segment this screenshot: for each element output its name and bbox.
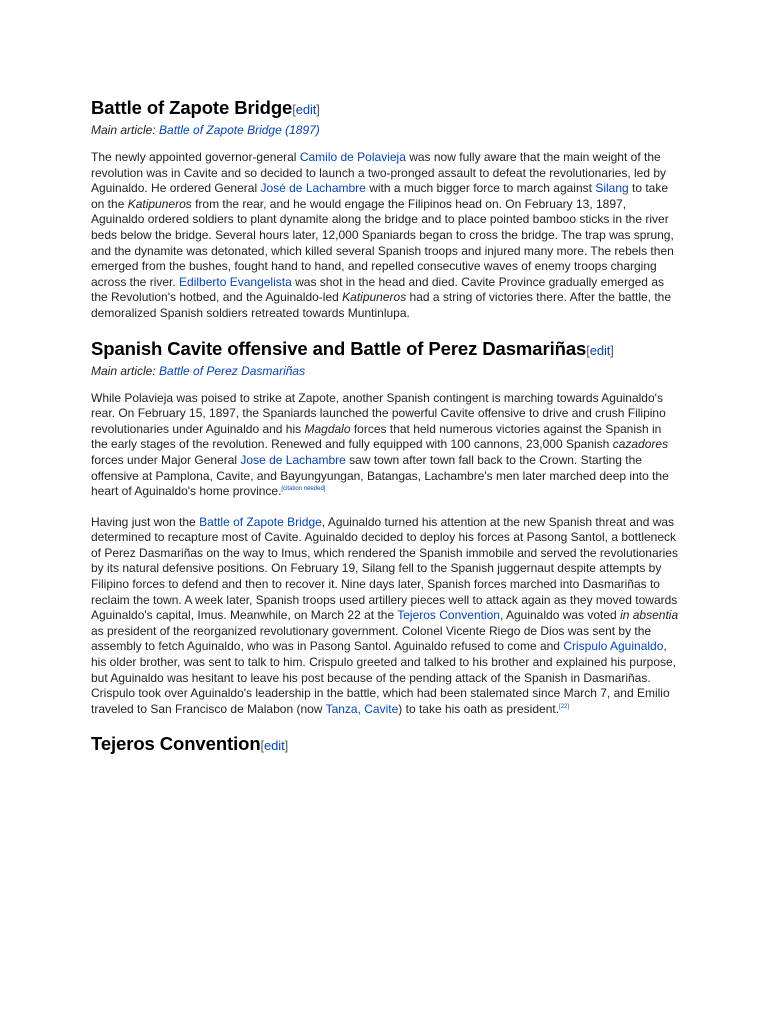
main-article-link[interactable]: Battle of Perez Dasmariñas bbox=[159, 363, 306, 378]
section-title: Battle of Zapote Bridge bbox=[91, 97, 293, 118]
section-heading bbox=[91, 337, 681, 363]
section-title: Tejeros Convention bbox=[91, 733, 261, 755]
link-tejeros-convention[interactable]: Tejeros Convention bbox=[397, 608, 500, 623]
link-silang[interactable]: Silang bbox=[595, 181, 629, 196]
section-zapote bbox=[91, 96, 681, 322]
paragraph: While Polavieja was poised to strike at Zapote, another Spanish contingent is marching towards Aguinaldo's rear. On February 15, 1897, the Spaniards launched the powerful Cavite offensive to drive and crush Filipino revolutionaries under Aguinaldo and his Magdalo forces that held numerous victories against the Spanish in the early stages of the revolution. Renewed and fully equipped with 100 cannons, 23,000 Spanish cazadores forces under Major General Jose de Lachambre saw town after town fall back to the Crown. Starting the offensive at Pamplona, Cavite, and Bayungyungan, Batangas, Lachambre's men later marched deep into the heart of Aguinaldo's home province.[citation needed] bbox=[91, 390, 669, 499]
article-content bbox=[91, 96, 681, 758]
section-title: Spanish Cavite offensive and Battle of Perez Dasmariñas bbox=[91, 337, 587, 359]
paragraph: The newly appointed governor-general Camilo de Polavieja was now fully aware that the main weight of the revolution was in Cavite and so decided to launch a two-pronged assault to defeat the revolutionaries, led by Aguinaldo. He ordered General José de Lachambre with a much bigger force to march against Silang to take on the Katipuneros from the rear, and he would engage the Filipinos head on. On February 13, 1897, Aguinaldo ordered soldiers to plant dynamite along the bridge and to place pointed bamboo sticks in the river beds below the bridge. Several hours later, 12,000 Spaniards began to cross the bridge. The trap was sprung, and the dynamite was detonated, which killed several Spanish troops and injured many more. The rebels then emerged from the bushes, fought hand to hand, and repelled consecutive waves of enemy troops charging across the river. Edilberto Evangelista was shot in the head and died. Cavite Province gradually emerged as the Revolution's hotbed, and the Aguinaldo-led Katipuneros had a string of victories there. After the battle, the demoralized Spanish soldiers retreated towards Muntinlupa. bbox=[91, 150, 674, 320]
section-cavite-offensive bbox=[91, 337, 681, 718]
main-article-hatnote: Main article: Battle of Perez Dasmariñas bbox=[91, 363, 306, 378]
main-article-link[interactable]: Battle of Zapote Bridge (1897) bbox=[159, 123, 320, 137]
link-jose-de-lachambre[interactable]: José de Lachambre bbox=[260, 181, 366, 196]
edit-link[interactable]: edit bbox=[589, 342, 611, 358]
link-jose-de-lachambre[interactable]: Jose de Lachambre bbox=[240, 452, 346, 467]
section-heading bbox=[91, 732, 681, 758]
edit-link[interactable]: edit bbox=[295, 102, 317, 117]
main-article-hatnote: Main article: Battle of Zapote Bridge (1897) bbox=[91, 123, 320, 137]
edit-link[interactable]: edit bbox=[264, 738, 285, 754]
citation-needed-link[interactable]: [citation needed] bbox=[281, 486, 326, 493]
edit-section-link[interactable]: [edit] bbox=[586, 342, 614, 358]
paragraph: Having just won the Battle of Zapote Bridge, Aguinaldo turned his attention at the new Spanish threat and was determined to recapture most of Cavite. Aguinaldo decided to deploy his forces at Pasong Santol, a bottleneck of Perez Dasmariñas on the way to Imus, which rendered the Spanish immobile and served the revolutionaries by its natural defensive positions. On February 19, Silang fell to the Spanish juggernaut despite attempts by Filipino forces to defend and then to recover it. Nine days later, Spanish forces marched into Dasmariñas to reclaim the town. A week later, Spanish troops used artillery pieces well to attack again as they moved towards Aguinaldo's capital, Imus. Meanwhile, on March 22 at the Tejeros Convention, Aguinaldo was voted in absentia as president of the reorganized revolutionary government. Colonel Vicente Riego de Dios was sent by the assembly to fetch Aguinaldo, who was in Pasong Santol. Aguinaldo refused to come and Crispulo Aguinaldo, his older brother, was sent to talk to him. Crispulo greeted and talked to his brother and explained his purpose, but Aguinaldo was hesitant to leave his post because of the pending attack of the Spanish in Dasmariñas. Crispulo took over Aguinaldo's leadership in the battle, which had been stalemated since March 7, and Emilio traveled to San Francisco de Malabon (now Tanza, Cavite) to take his oath as president.[22] bbox=[91, 514, 679, 716]
section-heading bbox=[91, 96, 681, 122]
section-tejeros bbox=[91, 732, 681, 758]
citation-link[interactable]: [22] bbox=[559, 703, 570, 710]
link-edilberto-evangelista[interactable]: Edilberto Evangelista bbox=[179, 274, 292, 289]
edit-section-link[interactable]: [edit] bbox=[260, 738, 289, 754]
edit-section-link[interactable]: [edit] bbox=[292, 102, 320, 117]
link-camilo-de-polavieja[interactable]: Camilo de Polavieja bbox=[299, 150, 406, 164]
link-tanza-cavite[interactable]: Tanza, Cavite bbox=[325, 701, 399, 716]
link-crispulo-aguinaldo[interactable]: Crispulo Aguinaldo bbox=[563, 639, 664, 654]
link-battle-of-zapote-bridge[interactable]: Battle of Zapote Bridge bbox=[199, 514, 322, 529]
